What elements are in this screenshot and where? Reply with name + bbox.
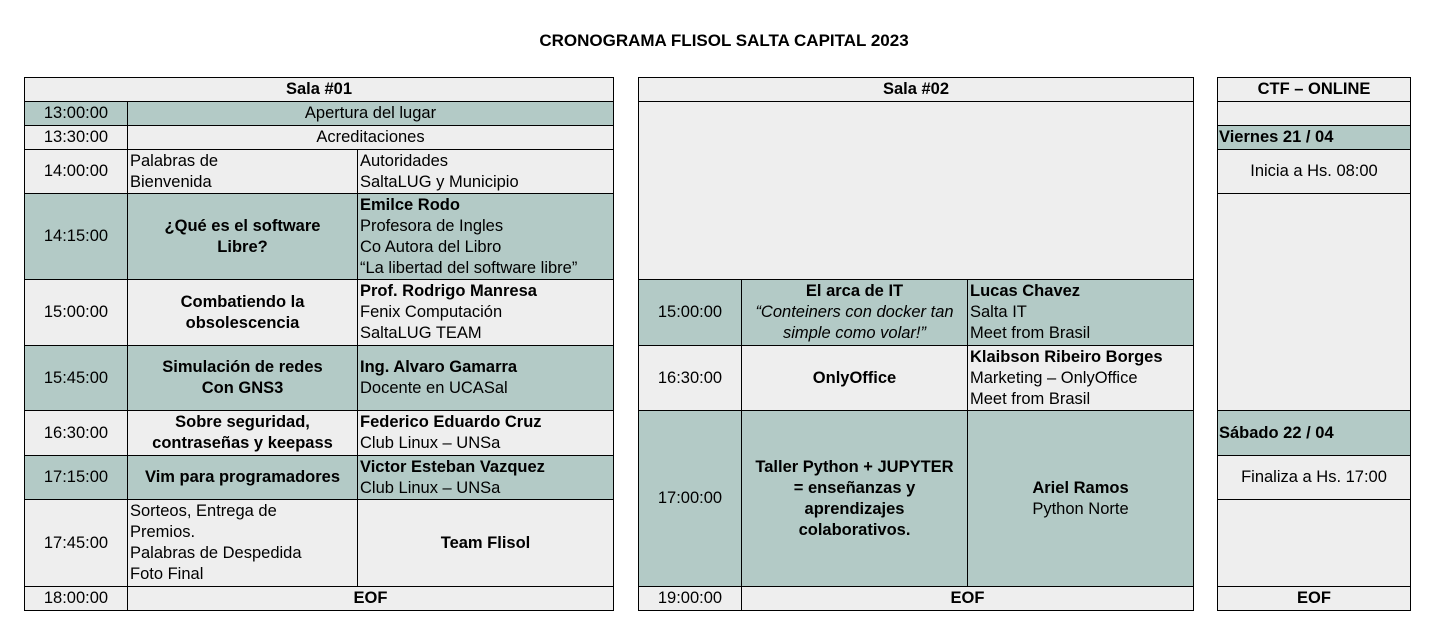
speaker-name: Emilce Rodo xyxy=(360,195,460,214)
speaker-cell xyxy=(357,193,613,279)
talk-line: aprendizajes xyxy=(804,500,905,518)
empty-block xyxy=(639,101,1193,279)
talk-line: ¿Qué es el software xyxy=(164,216,321,235)
speaker-line: Club Linux – UNSa xyxy=(360,434,501,452)
empty-block xyxy=(1218,193,1410,410)
day-label: Sábado 22 / 04 xyxy=(1218,410,1410,455)
time-cell: 17:45:00 xyxy=(25,499,127,586)
speaker-name: Klaibson Ribeiro Borges xyxy=(970,347,1163,366)
sala-01-header: Sala #01 xyxy=(285,80,353,98)
talk-line: = enseñanzas y xyxy=(793,479,916,497)
ctf-table xyxy=(1217,77,1411,611)
speaker-line: “La libertad del software libre” xyxy=(360,258,578,277)
sala-02-header: Sala #02 xyxy=(882,80,950,98)
talk-cell xyxy=(127,455,357,499)
end-time: Finaliza a Hs. 17:00 xyxy=(1218,455,1410,499)
talk-line: Libre? xyxy=(217,237,268,256)
time-cell: 16:30:00 xyxy=(25,410,127,455)
talk-line: Vim para programadores xyxy=(144,468,341,486)
time-cell: 19:00:00 xyxy=(639,586,741,610)
speaker-line: Meet from Brasil xyxy=(970,389,1091,408)
event-cell: Acreditaciones xyxy=(127,125,613,149)
talk-line: Con GNS3 xyxy=(201,379,284,397)
talk-line: Simulación de redes xyxy=(162,358,323,376)
talk-line: Sobre seguridad, xyxy=(175,413,310,431)
talk-line: Palabras de Despedida xyxy=(130,544,302,562)
empty-block xyxy=(1218,499,1410,586)
speaker-line: Python Norte xyxy=(1032,499,1129,518)
start-time: Inicia a Hs. 08:00 xyxy=(1218,149,1410,193)
talk-line: obsolescencia xyxy=(185,313,300,332)
speaker-name: Prof. Rodrigo Manresa xyxy=(360,282,537,300)
speaker-line: Meet from Brasil xyxy=(970,324,1091,342)
talk-line: Combatiendo la xyxy=(180,292,305,311)
eof-cell: EOF xyxy=(741,586,1193,610)
speaker-line: Profesora de Ingles xyxy=(360,216,504,235)
talk-cell xyxy=(127,345,357,410)
ctf-header: CTF – ONLINE xyxy=(1257,80,1371,98)
speaker-cell xyxy=(967,410,1193,586)
speaker-line: Co Autora del Libro xyxy=(360,237,502,256)
time-cell: 17:15:00 xyxy=(25,455,127,499)
empty-cell xyxy=(1218,101,1410,125)
sala-02-table xyxy=(638,77,1194,611)
eof-cell: EOF xyxy=(127,586,613,610)
speaker-cell xyxy=(357,279,613,345)
talk-cell xyxy=(741,279,967,345)
talk-cell xyxy=(127,499,357,586)
talk-cell xyxy=(127,279,357,345)
talk-cell xyxy=(127,410,357,455)
day-label: Viernes 21 / 04 xyxy=(1218,125,1410,149)
speaker-line: Fenix Computación xyxy=(360,303,503,321)
time-cell: 17:00:00 xyxy=(639,410,741,586)
talk-line: Bienvenida xyxy=(130,172,212,191)
talk-cell xyxy=(127,193,357,279)
speaker-cell xyxy=(357,149,613,193)
speaker-line: Salta IT xyxy=(970,303,1027,321)
speaker-name: Ing. Alvaro Gamarra xyxy=(360,358,518,376)
speaker-line: SaltaLUG TEAM xyxy=(360,324,482,342)
time-cell: 15:45:00 xyxy=(25,345,127,410)
talk-cell xyxy=(127,149,357,193)
talk-line: “Conteiners con docker tan xyxy=(755,303,954,321)
time-cell: 14:00:00 xyxy=(25,149,127,193)
talk-line: Premios. xyxy=(130,523,196,541)
speaker-name: Victor Esteban Vazquez xyxy=(360,457,545,476)
time-cell: 13:30:00 xyxy=(25,125,127,149)
talk-line: contraseñas y keepass xyxy=(152,434,333,452)
speaker-line: SaltaLUG y Municipio xyxy=(360,172,519,191)
speaker-cell xyxy=(357,345,613,410)
talk-line: Sorteos, Entrega de xyxy=(130,502,277,520)
speaker-line: Club Linux – UNSa xyxy=(360,478,501,497)
speaker-line: Marketing – OnlyOffice xyxy=(970,368,1138,387)
time-cell: 16:30:00 xyxy=(639,345,741,410)
time-cell: 13:00:00 xyxy=(25,101,127,125)
time-cell: 15:00:00 xyxy=(25,279,127,345)
talk-cell xyxy=(741,410,967,586)
speaker-line: Docente en UCASal xyxy=(360,379,508,397)
speaker-name: Lucas Chavez xyxy=(970,282,1081,300)
talk-line: Foto Final xyxy=(130,565,204,583)
sala-01-table xyxy=(24,77,614,611)
speaker-cell xyxy=(967,345,1193,410)
speaker-cell: Team Flisol xyxy=(357,499,613,586)
event-cell: Apertura del lugar xyxy=(127,101,613,125)
time-cell: 15:00:00 xyxy=(639,279,741,345)
talk-line: Palabras de xyxy=(130,151,219,170)
talk-line: simple como volar!” xyxy=(782,324,927,342)
time-cell: 18:00:00 xyxy=(25,586,127,610)
speaker-cell xyxy=(357,410,613,455)
page-title: CRONOGRAMA FLISOL SALTA CAPITAL 2023 xyxy=(539,31,909,50)
eof-cell: EOF xyxy=(1218,586,1410,610)
talk-line: Taller Python + JUPYTER xyxy=(755,458,954,476)
talk-cell: OnlyOffice xyxy=(741,345,967,410)
speaker-cell xyxy=(967,279,1193,345)
talk-line: colaborativos. xyxy=(798,521,911,539)
speaker-line: Autoridades xyxy=(360,151,449,170)
talk-title: El arca de IT xyxy=(805,282,904,300)
speaker-name: Federico Eduardo Cruz xyxy=(360,413,542,431)
speaker-cell xyxy=(357,455,613,499)
time-cell: 14:15:00 xyxy=(25,193,127,279)
speaker-name: Ariel Ramos xyxy=(1032,478,1129,497)
